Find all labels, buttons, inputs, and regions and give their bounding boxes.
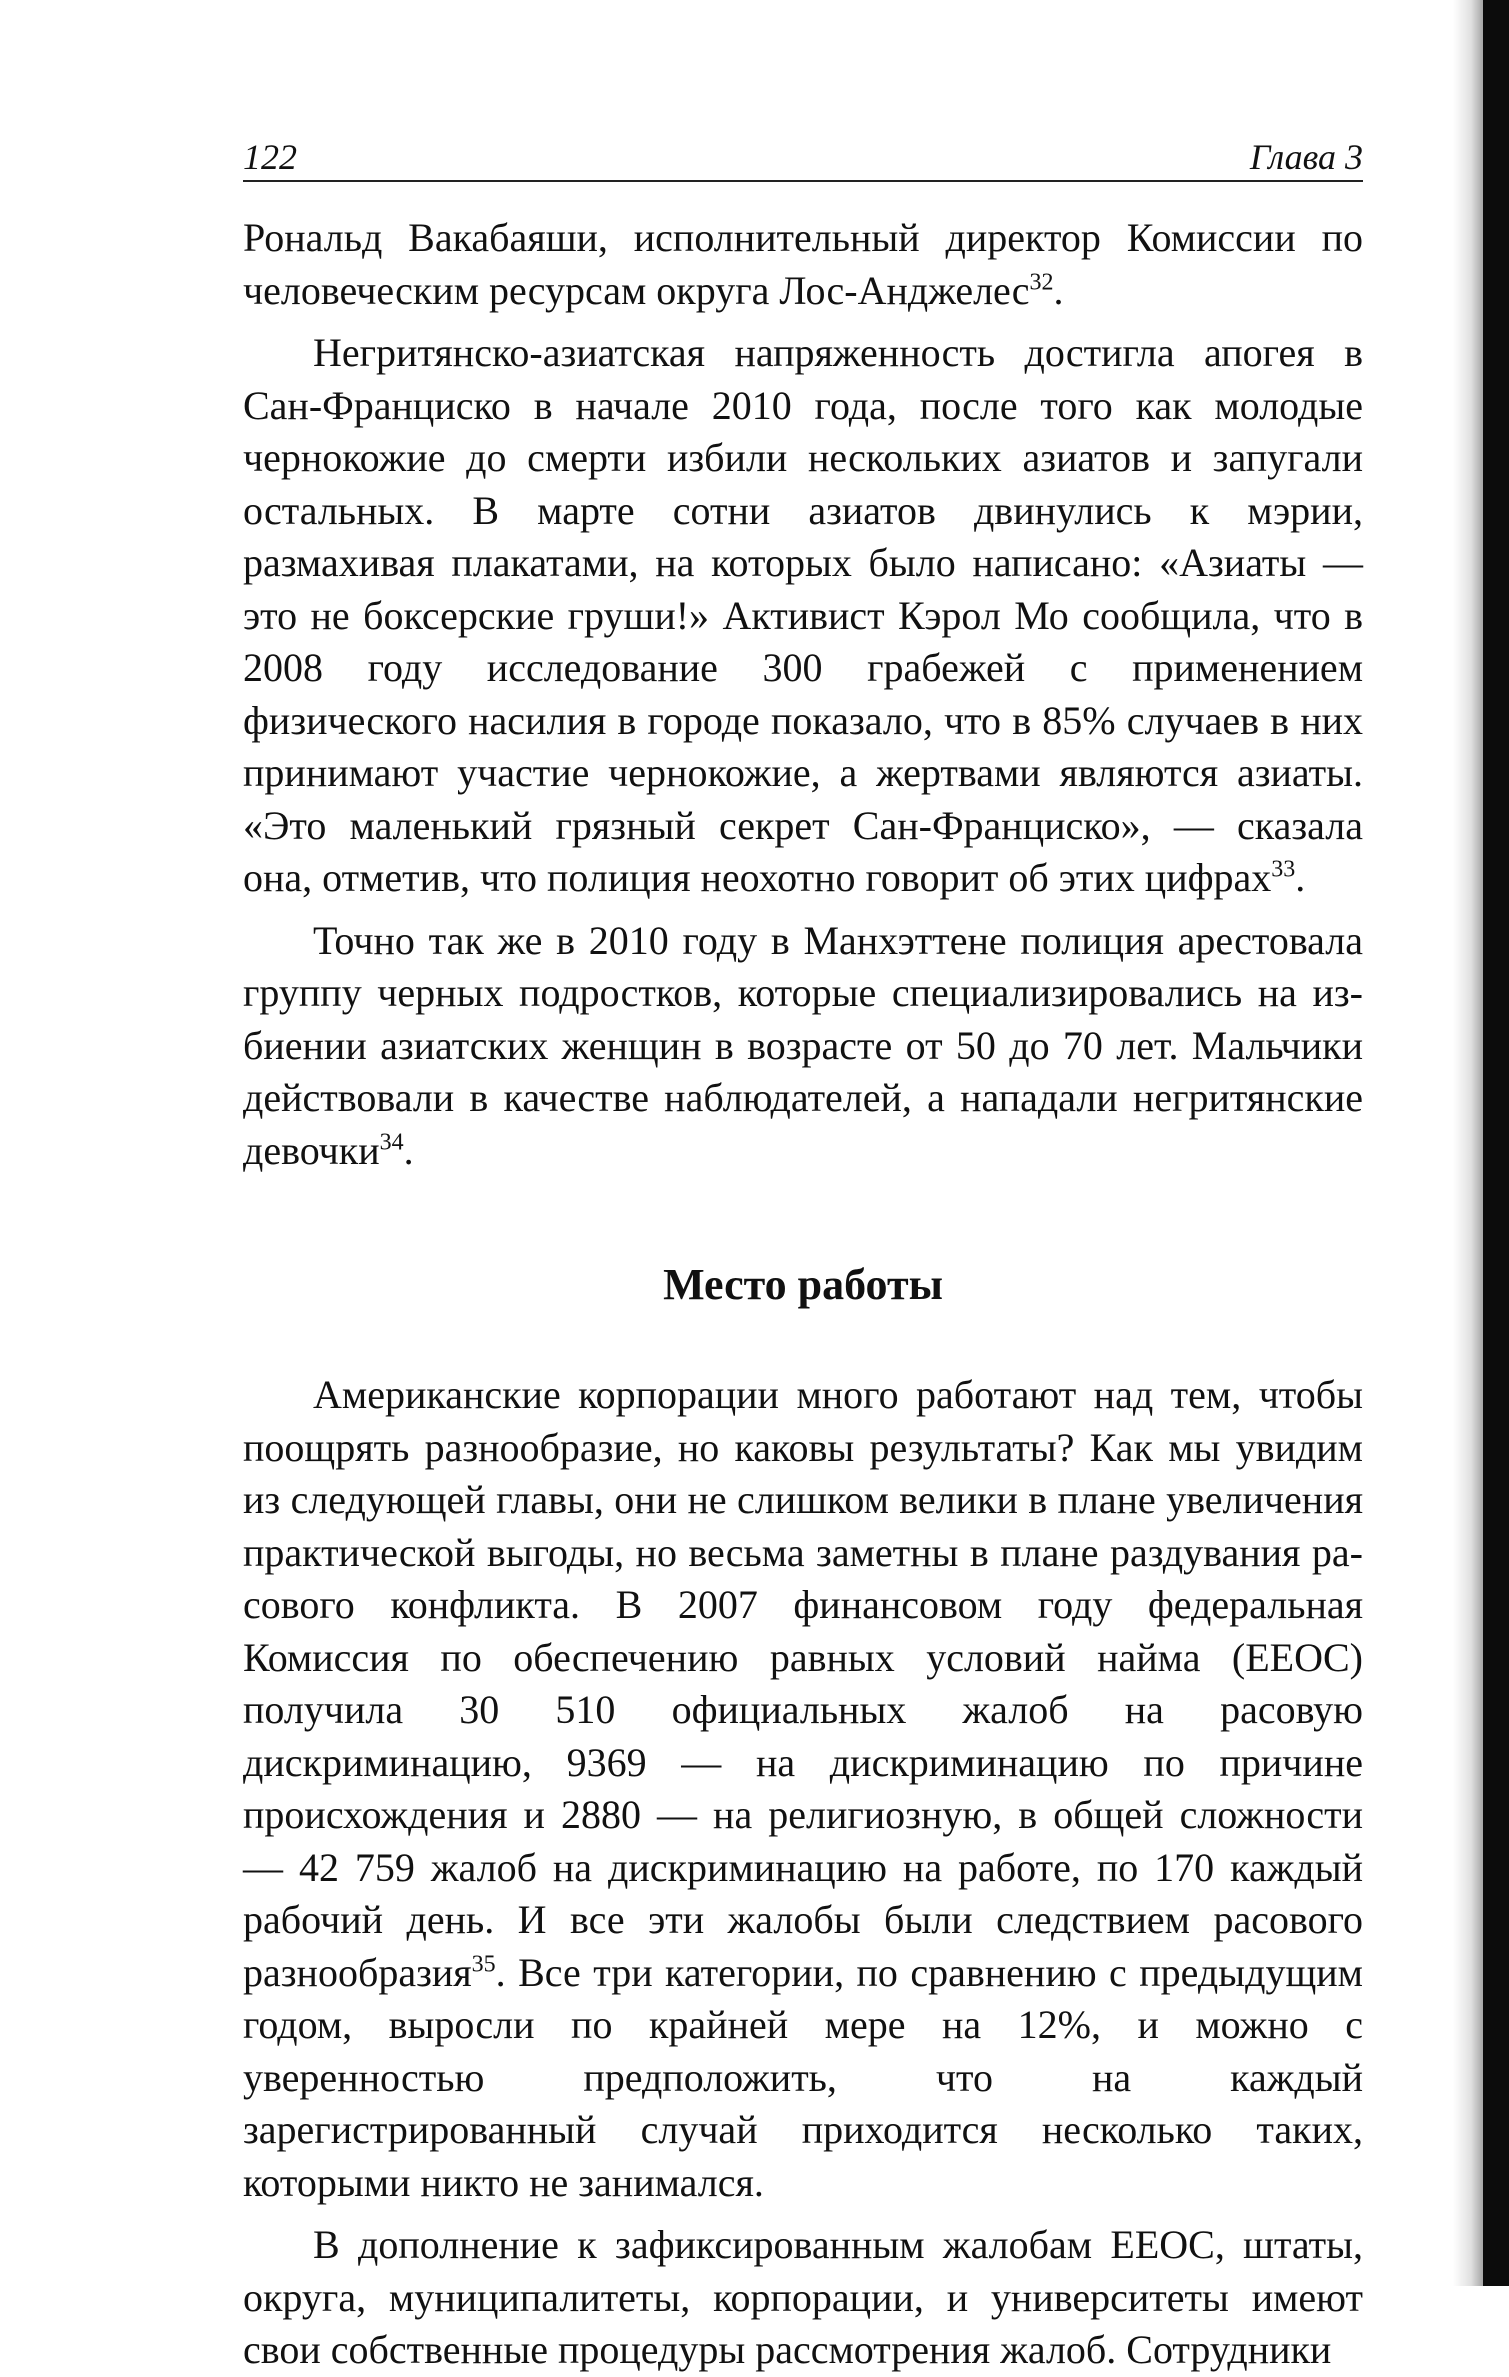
paragraph-text: Американские корпорации много работают над тем, чтобы поощрять разнообразие, но каковы результаты? Как мы увидим из следующей главы, они не слишком велики в плане увеличения практической выгоды, но весьма заметны в плане раздувания расового конфликта. В 2007 финансовом году федеральная Комиссия по обеспечению равных условий найма (EEOC) получила 30 510 официальных жалоб на расовую дискриминацию, 9369 — на дискриминацию по причине происхождения и 2880 — на религиозную, в общей сложности — 42 759 жалоб на дискриминацию на работе, по 170 каждый рабочий день. И все эти жалобы были следствием расового разнообразия [243, 1372, 1363, 1995]
footnote-ref: 33 [1271, 856, 1296, 883]
footnote-ref: 32 [1029, 269, 1054, 296]
paragraph-text-end: . Все три категории, по сравнению с предыдущим годом, выросли по крайней мере на 12%, и можно с уверенностью предположить, что на каждый зарегистрированный случай приходится несколько таких, которыми никто не занимался. [243, 1949, 1363, 2205]
paragraph-continuation [243, 212, 1363, 317]
footnote-ref: 34 [379, 1129, 404, 1156]
page-number: 122 [243, 137, 297, 177]
page-header [243, 128, 1363, 182]
section-heading: Место работы [663, 1260, 943, 1309]
body-text [243, 212, 1363, 2377]
paragraph-text: Негритянско-азиатская напряженность достигла апогея в Сан-Франциско в начале 2010 года, после того как молодые чернокожие до смерти избили нескольких азиатов и запугали остальных. В марте сотни азиатов двинулись к мэрии, размахивая плакатами, на которых было написано: «Азиаты — это не боксерские груши!» Активист Кэрол Мо сообщила, что в 2008 году исследование 300 грабежей с применением физического насилия в городе показало, что в 85% случаев в них принимают участие чернокожие, а жертвами являются азиаты. «Это маленький грязный секрет Сан-Франциско», — сказала она, отметив, что полиция неохотно говорит об этих цифрах [243, 330, 1363, 900]
paragraph-text: В дополнение к зафиксированным жалобам EEOC, штаты, округа, муниципалитеты, корпорации, и университеты имеют свои собственные процедуры рассмотрения жалоб. Сотрудники [243, 2222, 1363, 2372]
paragraph-text: Точно так же в 2010 году в Манхэттене полиция арестовала группу черных подростков, которые специализировались на избиении азиатских женщин в возрасте от 50 до 70 лет. Мальчики действовали в качестве наблюдателей, а нападали негритянские девочки [243, 917, 1363, 1173]
paragraph [243, 1369, 1363, 2209]
paragraph [243, 327, 1363, 905]
footnote-ref: 35 [471, 1951, 496, 1978]
paragraph [243, 915, 1363, 1178]
scan-edge-bar [1483, 0, 1509, 2286]
running-head: Глава 3 [1249, 137, 1363, 177]
paragraph-text-end: . [1295, 855, 1306, 900]
paragraph-text-end: . [403, 1127, 414, 1173]
paragraph-text-end: . [1053, 267, 1064, 313]
paragraph [243, 2219, 1363, 2377]
scan-edge-shadow [1453, 0, 1483, 2286]
paragraph-text: Рональд Вакабаяши, исполнительный директор Комиссии по человеческим ресурсам округа Лос-Анджелес [243, 215, 1363, 313]
